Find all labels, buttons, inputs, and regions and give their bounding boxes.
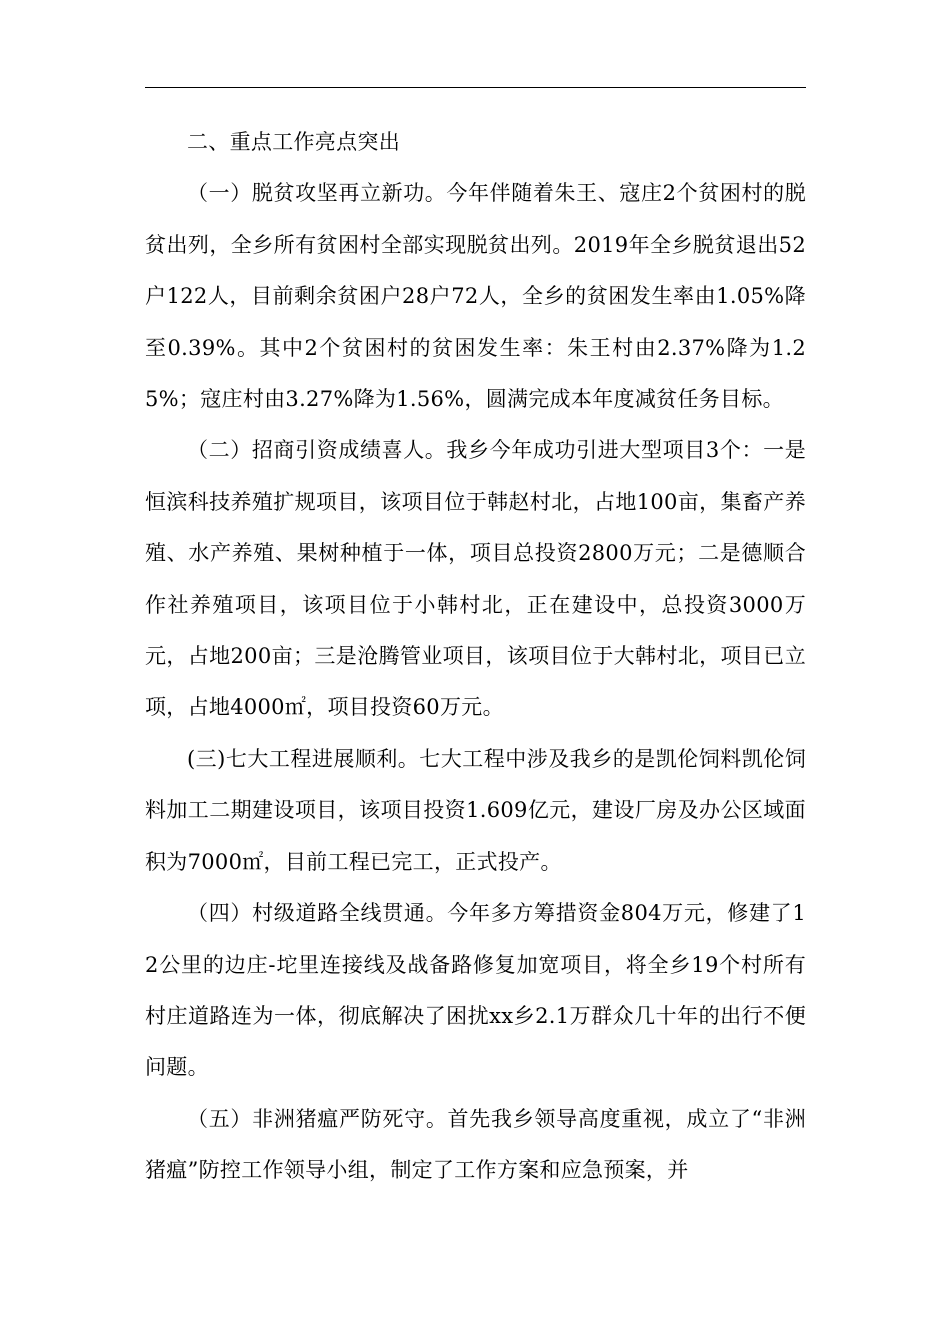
paragraph-poverty-alleviation: （一）脱贫攻坚再立新功。今年伴随着朱王、寇庄2个贫困村的脱贫出列，全乡所有贫困村全部实现脱贫出列。2019年全乡脱贫退出52户122人，目前剩余贫困户28户72人，全乡的贫困发生率由1.05%降至0.39%。其中2个贫困村的贫困发生率：朱王村由2.37%降为1.25%；寇庄村由3.27%降为1.56%，圆满完成本年度减贫任务目标。	[145, 181, 806, 412]
paragraph-african-swine-fever: （五）非洲猪瘟严防死守。首先我乡领导高度重视，成立了“非洲猪瘟”防控工作领导小组，制定了工作方案和应急预案，并	[145, 1106, 806, 1183]
paragraph-village-roads: （四）村级道路全线贯通。今年多方筹措资金804万元，修建了12公里的边庄-坨里连接线及战备路修复加宽项目，将全乡19个村所有村庄道路连为一体，彻底解决了困扰xx乡2.1万群众几十年的出行不便问题。	[145, 901, 806, 1080]
paragraph-investment-attraction: （二）招商引资成绩喜人。我乡今年成功引进大型项目3个：一是恒滨科技养殖扩规项目，该项目位于韩赵村北，占地100亩，集畜产养殖、水产养殖、果树种植于一体，项目总投资2800万元；二是德顺合作社养殖项目，该项目位于小韩村北，正在建设中，总投资3000万元，占地200亩；三是沧腾管业项目，该项目位于大韩村北，项目已立项，占地4000㎡，项目投资60万元。	[145, 438, 806, 720]
document-body	[145, 117, 806, 1197]
header-divider	[145, 87, 806, 88]
section-heading: 二、重点工作亮点突出	[187, 130, 400, 154]
paragraph-seven-major-projects: (三)七大工程进展顺利。七大工程中涉及我乡的是凯伦饲料凯伦饲料加工二期建设项目，该项目投资1.609亿元，建设厂房及办公区域面积为7000㎡，目前工程已完工，正式投产。	[145, 746, 806, 874]
